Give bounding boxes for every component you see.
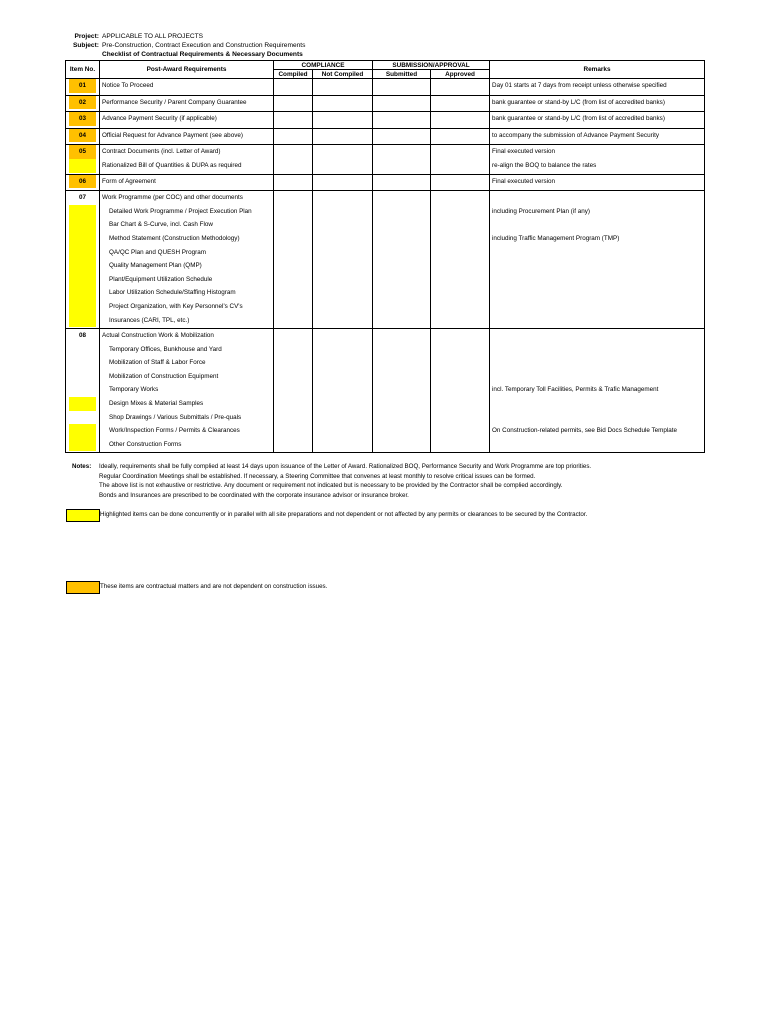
- item-number-cell: [66, 145, 100, 174]
- remark-text: including Traffic Management Program (TMP): [492, 234, 620, 242]
- requirement-text: Performance Security / Parent Company Guarantee: [102, 98, 247, 106]
- highlight-marker: [69, 356, 96, 370]
- highlight-marker: [69, 300, 96, 314]
- table-row: [66, 145, 705, 174]
- item-number: 03: [69, 112, 96, 126]
- remarks-cell: [490, 95, 705, 112]
- notes-label: Notes:: [72, 463, 92, 470]
- approved-cell: [431, 174, 490, 191]
- item-number-cell: [66, 112, 100, 129]
- highlight-marker: [69, 232, 96, 246]
- item-number: 05: [69, 145, 96, 159]
- item-number: 08: [78, 332, 86, 340]
- requirement-cell: [100, 174, 274, 191]
- highlight-marker: [69, 218, 96, 232]
- submitted-cell: [373, 174, 431, 191]
- subtitle-line: [66, 50, 303, 59]
- requirement-cell: [100, 145, 274, 174]
- requirements-body: [66, 79, 705, 453]
- requirement-text: Detailed Work Programme / Project Execution Plan: [109, 207, 252, 215]
- project-value: APPLICABLE TO ALL PROJECTS: [102, 33, 204, 40]
- not-compiled-cell: [313, 79, 373, 96]
- remark-text: [490, 259, 704, 273]
- requirement-text: Contract Documents (incl. Letter of Award): [102, 148, 221, 156]
- submitted-header: Submitted: [373, 70, 431, 79]
- highlight-marker: [69, 411, 96, 425]
- remark-text: [490, 191, 704, 205]
- notes-section: [72, 462, 591, 500]
- remark-text: Final executed version: [492, 148, 556, 156]
- submitted-cell: [373, 112, 431, 129]
- requirement-text: Rationalized Bill of Quantities & DUPA as required: [102, 161, 242, 169]
- remarks-cell: [490, 79, 705, 96]
- requirement-cell: [100, 112, 274, 129]
- requirements-header: Post-Award Requirements: [100, 61, 274, 79]
- requirement-text: Project Organization, with Key Personnel's CV's: [109, 302, 243, 310]
- remarks-cell: [490, 145, 705, 174]
- approved-cell: [431, 112, 490, 129]
- remark-text: [490, 370, 704, 384]
- note-line: Regular Coordination Meetings shall be established. If necessary, a Steering Committee that convenes at least monthly to resolve critical issues can be formed.: [99, 472, 536, 480]
- not-compiled-cell: [313, 128, 373, 145]
- checklist-subtitle: Checklist of Contractual Requirements & Necessary Documents: [102, 51, 303, 58]
- legend-yellow: [66, 509, 706, 521]
- compiled-cell: [274, 112, 313, 129]
- compiled-cell: [274, 128, 313, 145]
- requirement-cell: [100, 95, 274, 112]
- remarks-cell: [490, 329, 705, 453]
- remarks-cell: [490, 174, 705, 191]
- requirement-cell: [100, 79, 274, 96]
- highlight-marker: [69, 286, 96, 300]
- submitted-cell: [373, 329, 431, 453]
- table-row: [66, 191, 705, 329]
- requirement-text: Work Programme (per COC) and other documents: [102, 194, 243, 202]
- not-compiled-cell: [313, 191, 373, 329]
- remark-text: [490, 300, 704, 314]
- not-compiled-cell: [313, 174, 373, 191]
- item-number: 07: [78, 194, 86, 202]
- requirement-cell: [100, 128, 274, 145]
- table-row: [66, 329, 705, 453]
- approved-cell: [431, 191, 490, 329]
- approved-cell: [431, 95, 490, 112]
- requirement-text: Design Mixes & Material Samples: [109, 400, 204, 408]
- submitted-cell: [373, 191, 431, 329]
- not-compiled-cell: [313, 95, 373, 112]
- subject-value: Pre-Construction, Contract Execution and Construction Requirements: [102, 42, 306, 49]
- not-compiled-cell: [313, 145, 373, 174]
- remark-text: Day 01 starts at 7 days from receipt unless otherwise specified: [492, 82, 667, 89]
- highlight-marker: [69, 383, 96, 397]
- requirement-text: Quality Management Plan (QMP): [109, 262, 202, 270]
- remarks-header: Remarks: [490, 61, 705, 79]
- requirement-text: Insurances (CARI, TPL, etc.): [109, 316, 190, 324]
- remark-text: incl. Temporary Toll Facilities, Permits & Trafic Management: [492, 386, 659, 394]
- highlight-marker: [69, 259, 96, 273]
- highlight-marker: [69, 314, 96, 328]
- remark-text: [490, 218, 704, 232]
- not-compiled-cell: [313, 329, 373, 453]
- submitted-cell: [373, 145, 431, 174]
- subject-line: [66, 41, 305, 50]
- remark-text: On Construction-related permits, see Bid Docs Schedule Template: [492, 427, 678, 435]
- approved-cell: [431, 329, 490, 453]
- item-number-cell: [66, 128, 100, 145]
- submitted-cell: [373, 79, 431, 96]
- compliance-header: COMPLIANCE: [274, 61, 373, 70]
- remarks-cell: [490, 191, 705, 329]
- remark-text: including Procurement Plan (if any): [492, 207, 591, 215]
- note-line: Bonds and Insurances are prescribed to be coordinated with the corporate insurance advisor or insurance broker.: [99, 491, 409, 499]
- item-number-cell: [66, 79, 100, 96]
- project-label: Project:: [74, 33, 99, 40]
- remarks-cell: [490, 128, 705, 145]
- item-number: 04: [69, 129, 96, 143]
- requirement-cell: [100, 191, 274, 329]
- legend-orange: [66, 581, 706, 593]
- requirement-text: Form of Agreement: [102, 177, 156, 185]
- requirement-text: Temporary Offices, Bunkhouse and Yard: [109, 345, 222, 353]
- orange-legend-text: These items are contractual matters and are not dependent on construction issues.: [100, 583, 328, 590]
- highlight-marker: [69, 424, 96, 438]
- submission-header: SUBMISSION/APPROVAL: [373, 61, 490, 70]
- requirement-text: Other Construction Forms: [109, 440, 182, 448]
- item-no-header: Item No.: [66, 61, 100, 79]
- highlight-marker: [69, 370, 96, 384]
- note-line: The above list is not exhaustive or restrictive. Any document or requirement not indicated but is necessary to be provided by the Contractor shall be complied accordingly.: [99, 482, 563, 490]
- not-compiled-cell: [313, 112, 373, 129]
- highlight-marker: [69, 438, 96, 452]
- item-number-cell: [66, 174, 100, 191]
- highlight-marker: [69, 343, 96, 357]
- compiled-cell: [274, 329, 313, 453]
- table-row: [66, 112, 705, 129]
- requirement-text: Mobilization of Construction Equipment: [109, 372, 219, 380]
- highlight-marker: [69, 159, 96, 173]
- requirement-text: Shop Drawings / Various Submittals / Pre-quals: [109, 413, 242, 421]
- highlight-marker: [69, 246, 96, 260]
- note-line: Ideally, requirements shall be fully complied at least 14 days upon issuance of the Letter of Award. Rationalized BOQ, Performance Security and Work Programme are top priorities.: [99, 463, 592, 470]
- requirement-text: Mobilization of Staff & Labor Force: [109, 359, 206, 367]
- requirement-cell: [100, 329, 274, 453]
- requirement-text: Plant/Equipment Utilization Schedule: [109, 275, 213, 283]
- highlight-marker: [69, 397, 96, 411]
- item-number-cell: [66, 191, 100, 329]
- remark-text: [490, 356, 704, 370]
- remark-text: [490, 314, 704, 328]
- approved-header: Approved: [431, 70, 490, 79]
- remark-text: Final executed version: [492, 177, 556, 185]
- compiled-cell: [274, 95, 313, 112]
- requirement-text: QA/QC Plan and QUESH Program: [109, 248, 206, 256]
- item-number: 06: [69, 175, 96, 189]
- not-compiled-header: Not Compiled: [313, 70, 373, 79]
- remark-text: [490, 329, 704, 343]
- compiled-cell: [274, 79, 313, 96]
- remark-text: [490, 411, 704, 425]
- remark-text: [490, 397, 704, 411]
- requirement-text: Labor Utilization Schedule/Staffing Histogram: [109, 289, 236, 297]
- requirement-text: Temporary Works: [109, 386, 159, 394]
- orange-swatch: [66, 581, 100, 594]
- remark-text: [490, 343, 704, 357]
- approved-cell: [431, 79, 490, 96]
- item-number: 01: [69, 79, 96, 93]
- item-number: 02: [69, 96, 96, 110]
- compiled-header: Compiled: [274, 70, 313, 79]
- submitted-cell: [373, 95, 431, 112]
- table-row: [66, 174, 705, 191]
- remark-text: [490, 273, 704, 287]
- remark-text: bank guarantee or stand-by L/C (from list of accredited banks): [492, 115, 665, 123]
- remark-text: to accompany the submission of Advance Payment Security: [492, 131, 659, 139]
- item-number-cell: [66, 95, 100, 112]
- compiled-cell: [274, 145, 313, 174]
- highlight-marker: [69, 205, 96, 219]
- project-line: [66, 32, 203, 41]
- yellow-legend-text: Highlighted items can be done concurrently or in parallel with all site preparations and not dependent or not affected by any permits or clearances to be secured by the Contractor.: [100, 511, 588, 518]
- remark-text: [490, 438, 704, 452]
- compiled-cell: [274, 191, 313, 329]
- remark-text: bank guarantee or stand-by L/C (from list of accredited banks): [492, 98, 665, 106]
- highlight-marker: [69, 273, 96, 287]
- table-row: [66, 95, 705, 112]
- approved-cell: [431, 145, 490, 174]
- subject-label: Subject:: [72, 42, 99, 49]
- table-row: [66, 79, 705, 96]
- requirements-table: [65, 60, 705, 453]
- requirement-text: Bar Chart & S-Curve, incl. Cash Flow: [109, 221, 213, 229]
- requirement-text: Notice To Proceed: [102, 82, 154, 89]
- yellow-swatch: [66, 509, 100, 522]
- requirement-text: Work/Inspection Forms / Permits & Clearances: [109, 427, 240, 435]
- approved-cell: [431, 128, 490, 145]
- requirement-text: Method Statement (Construction Methodology): [109, 234, 240, 242]
- item-number-cell: [66, 329, 100, 453]
- compiled-cell: [274, 174, 313, 191]
- submitted-cell: [373, 128, 431, 145]
- requirement-text: Advance Payment Security (if applicable): [102, 115, 217, 123]
- remark-text: [490, 286, 704, 300]
- remark-text: [490, 246, 704, 260]
- table-row: [66, 128, 705, 145]
- requirement-text: Official Request for Advance Payment (see above): [102, 131, 243, 139]
- remarks-cell: [490, 112, 705, 129]
- requirement-text: Actual Construction Work & Mobilization: [102, 332, 214, 340]
- remark-text: re-align the BOQ to balance the rates: [492, 161, 597, 169]
